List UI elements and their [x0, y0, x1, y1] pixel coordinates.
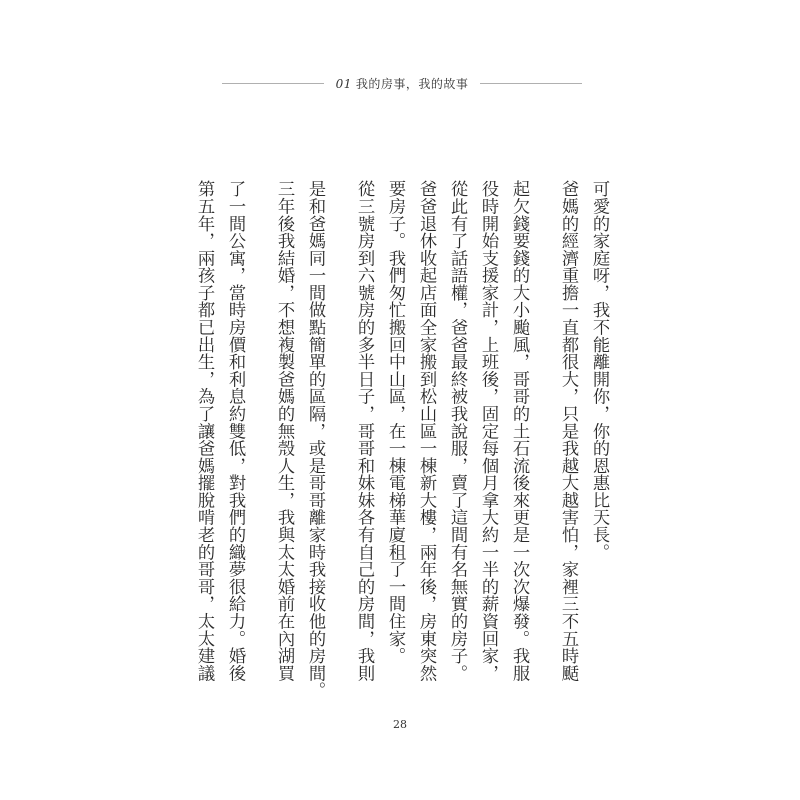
- vertical-body-text: [188, 180, 614, 699]
- running-header: [222, 72, 582, 94]
- text-column: 從此有了話語權，爸爸最終被我說服，賣了這間有名無實的房子。: [447, 180, 467, 682]
- text-column: 爸媽的經濟重擔一直都很大，只是我越大越害怕，家裡三不五時颳: [558, 180, 578, 682]
- page-number: 28: [393, 718, 407, 731]
- header-rule-left: [222, 83, 324, 84]
- text-column: 可愛的家庭呀，我不能離開你，你的恩惠比天長。: [589, 180, 609, 561]
- text-column: 爸爸退休收起店面全家搬到松山區一棟新大樓，兩年後，房東突然: [416, 180, 436, 682]
- text-column: 要房子。我們匆忙搬回中山區，在一棟電梯華廈租了一間住家。: [385, 180, 405, 665]
- text-column: 了一間公寓，當時房價和利息約雙低，對我們的織夢很給力。婚後: [225, 180, 245, 682]
- chapter-number: 01: [335, 76, 352, 91]
- text-column: 起欠錢要錢的大小颱風，哥哥的土石流後來更是一次次爆發。我服: [509, 180, 529, 682]
- text-column: 是和爸媽同一間做點簡單的區隔，或是哥哥離家時我接收他的房間。: [305, 180, 325, 699]
- text-column: 役時開始支援家計，上班後，固定每個月拿大約一半的薪資回家，: [478, 180, 498, 682]
- chapter-title: 我的房事，我的故事: [355, 76, 469, 91]
- text-column: 從三號房到六號房的多半日子，哥哥和妹妹各有自己的房間，我則: [354, 180, 374, 682]
- header-rule-right: [480, 83, 582, 84]
- text-column: 第五年，兩孩子都已出生，為了讓爸媽擺脫啃老的哥哥，太太建議: [194, 180, 214, 682]
- text-column: 三年後我結婚，不想複製爸媽的無殼人生，我與太太婚前在內湖買: [274, 180, 294, 682]
- chapter-heading: [324, 75, 481, 92]
